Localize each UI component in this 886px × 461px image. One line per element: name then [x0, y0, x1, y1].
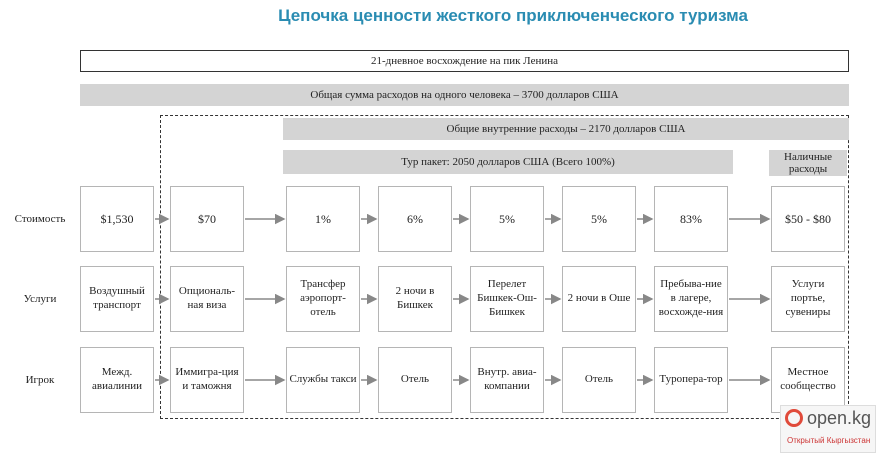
player-cell	[378, 347, 452, 413]
cost-cell	[562, 186, 636, 252]
service-cell-text: 2 ночи в Оше	[567, 292, 631, 305]
service-cell-text: Услуги портье, сувениры	[785, 278, 831, 318]
player-cell-text: Службы такси	[289, 373, 357, 386]
service-cell	[286, 266, 360, 332]
row-label-services: Услуги	[23, 293, 57, 305]
cost-cell-text: $1,530	[100, 211, 134, 226]
service-cell-text: Воздушный транспорт	[89, 285, 145, 311]
watermark	[780, 405, 876, 453]
cost-cell	[170, 186, 244, 252]
cost-cell-text: 1%	[315, 211, 331, 226]
open-kg-logo-icon	[785, 409, 803, 427]
player-cell-text: Межд. авиалинии	[92, 366, 142, 392]
player-cell-text: Иммигра-ция и таможня	[175, 366, 239, 392]
row-label-cost: Стоимость	[14, 213, 66, 225]
cost-cell-text: $70	[198, 211, 216, 226]
player-cell	[562, 347, 636, 413]
player-cell	[654, 347, 728, 413]
player-cell	[80, 347, 154, 413]
cash-expenses-label: Наличные расходы	[784, 150, 832, 175]
player-cell-text: Туропера-тор	[659, 373, 723, 386]
cost-cell	[80, 186, 154, 252]
service-cell	[562, 266, 636, 332]
player-cell-text: Внутр. авиа-компании	[477, 366, 537, 392]
service-cell	[80, 266, 154, 332]
service-cell-text: Перелет Бишкек-Ош-Бишкек	[477, 278, 537, 318]
service-cell	[654, 266, 728, 332]
player-cell	[771, 347, 845, 413]
service-cell	[470, 266, 544, 332]
watermark-brand: open.kg	[807, 408, 872, 428]
player-cell-text: Отель	[584, 373, 614, 386]
player-cell	[470, 347, 544, 413]
service-cell-text: Пребыва-ние в лагере, восхожде-ния	[658, 278, 724, 318]
trip-bar-label: 21-дневное восхождение на пик Ленина	[371, 55, 558, 67]
service-cell-text: Опциональ-ная виза	[178, 285, 236, 311]
watermark-subtitle: Открытый Кыргызстан	[787, 436, 871, 445]
cost-cell	[286, 186, 360, 252]
cost-cell	[378, 186, 452, 252]
service-cell-text: 2 ночи в Бишкек	[395, 285, 435, 311]
cost-cell-text: $50 - $80	[785, 211, 831, 226]
cost-cell-text: 5%	[591, 211, 607, 226]
cost-cell-text: 5%	[499, 211, 515, 226]
service-cell	[170, 266, 244, 332]
service-cell	[378, 266, 452, 332]
cost-cell	[654, 186, 728, 252]
player-cell-text: Местное сообщество	[780, 366, 836, 392]
diagram-title: Цепочка ценности жесткого приключенческого туризма	[278, 6, 748, 25]
row-label-players: Игрок	[25, 374, 55, 386]
total-expenses-label: Общая сумма расходов на одного человека – 3700 долларов США	[310, 89, 619, 101]
service-cell	[771, 266, 845, 332]
player-cell-text: Отель	[400, 373, 430, 386]
cost-cell	[470, 186, 544, 252]
domestic-expenses-label: Общие внутренние расходы – 2170 долларов США	[446, 123, 686, 135]
player-cell	[170, 347, 244, 413]
player-cell	[286, 347, 360, 413]
cost-cell-text: 83%	[680, 211, 702, 226]
service-cell-text: Трансфер аэропорт-отель	[300, 278, 346, 318]
cost-cell-text: 6%	[407, 211, 423, 226]
tour-package-label: Тур пакет: 2050 долларов США (Всего 100%)	[401, 156, 615, 168]
cost-cell	[771, 186, 845, 252]
